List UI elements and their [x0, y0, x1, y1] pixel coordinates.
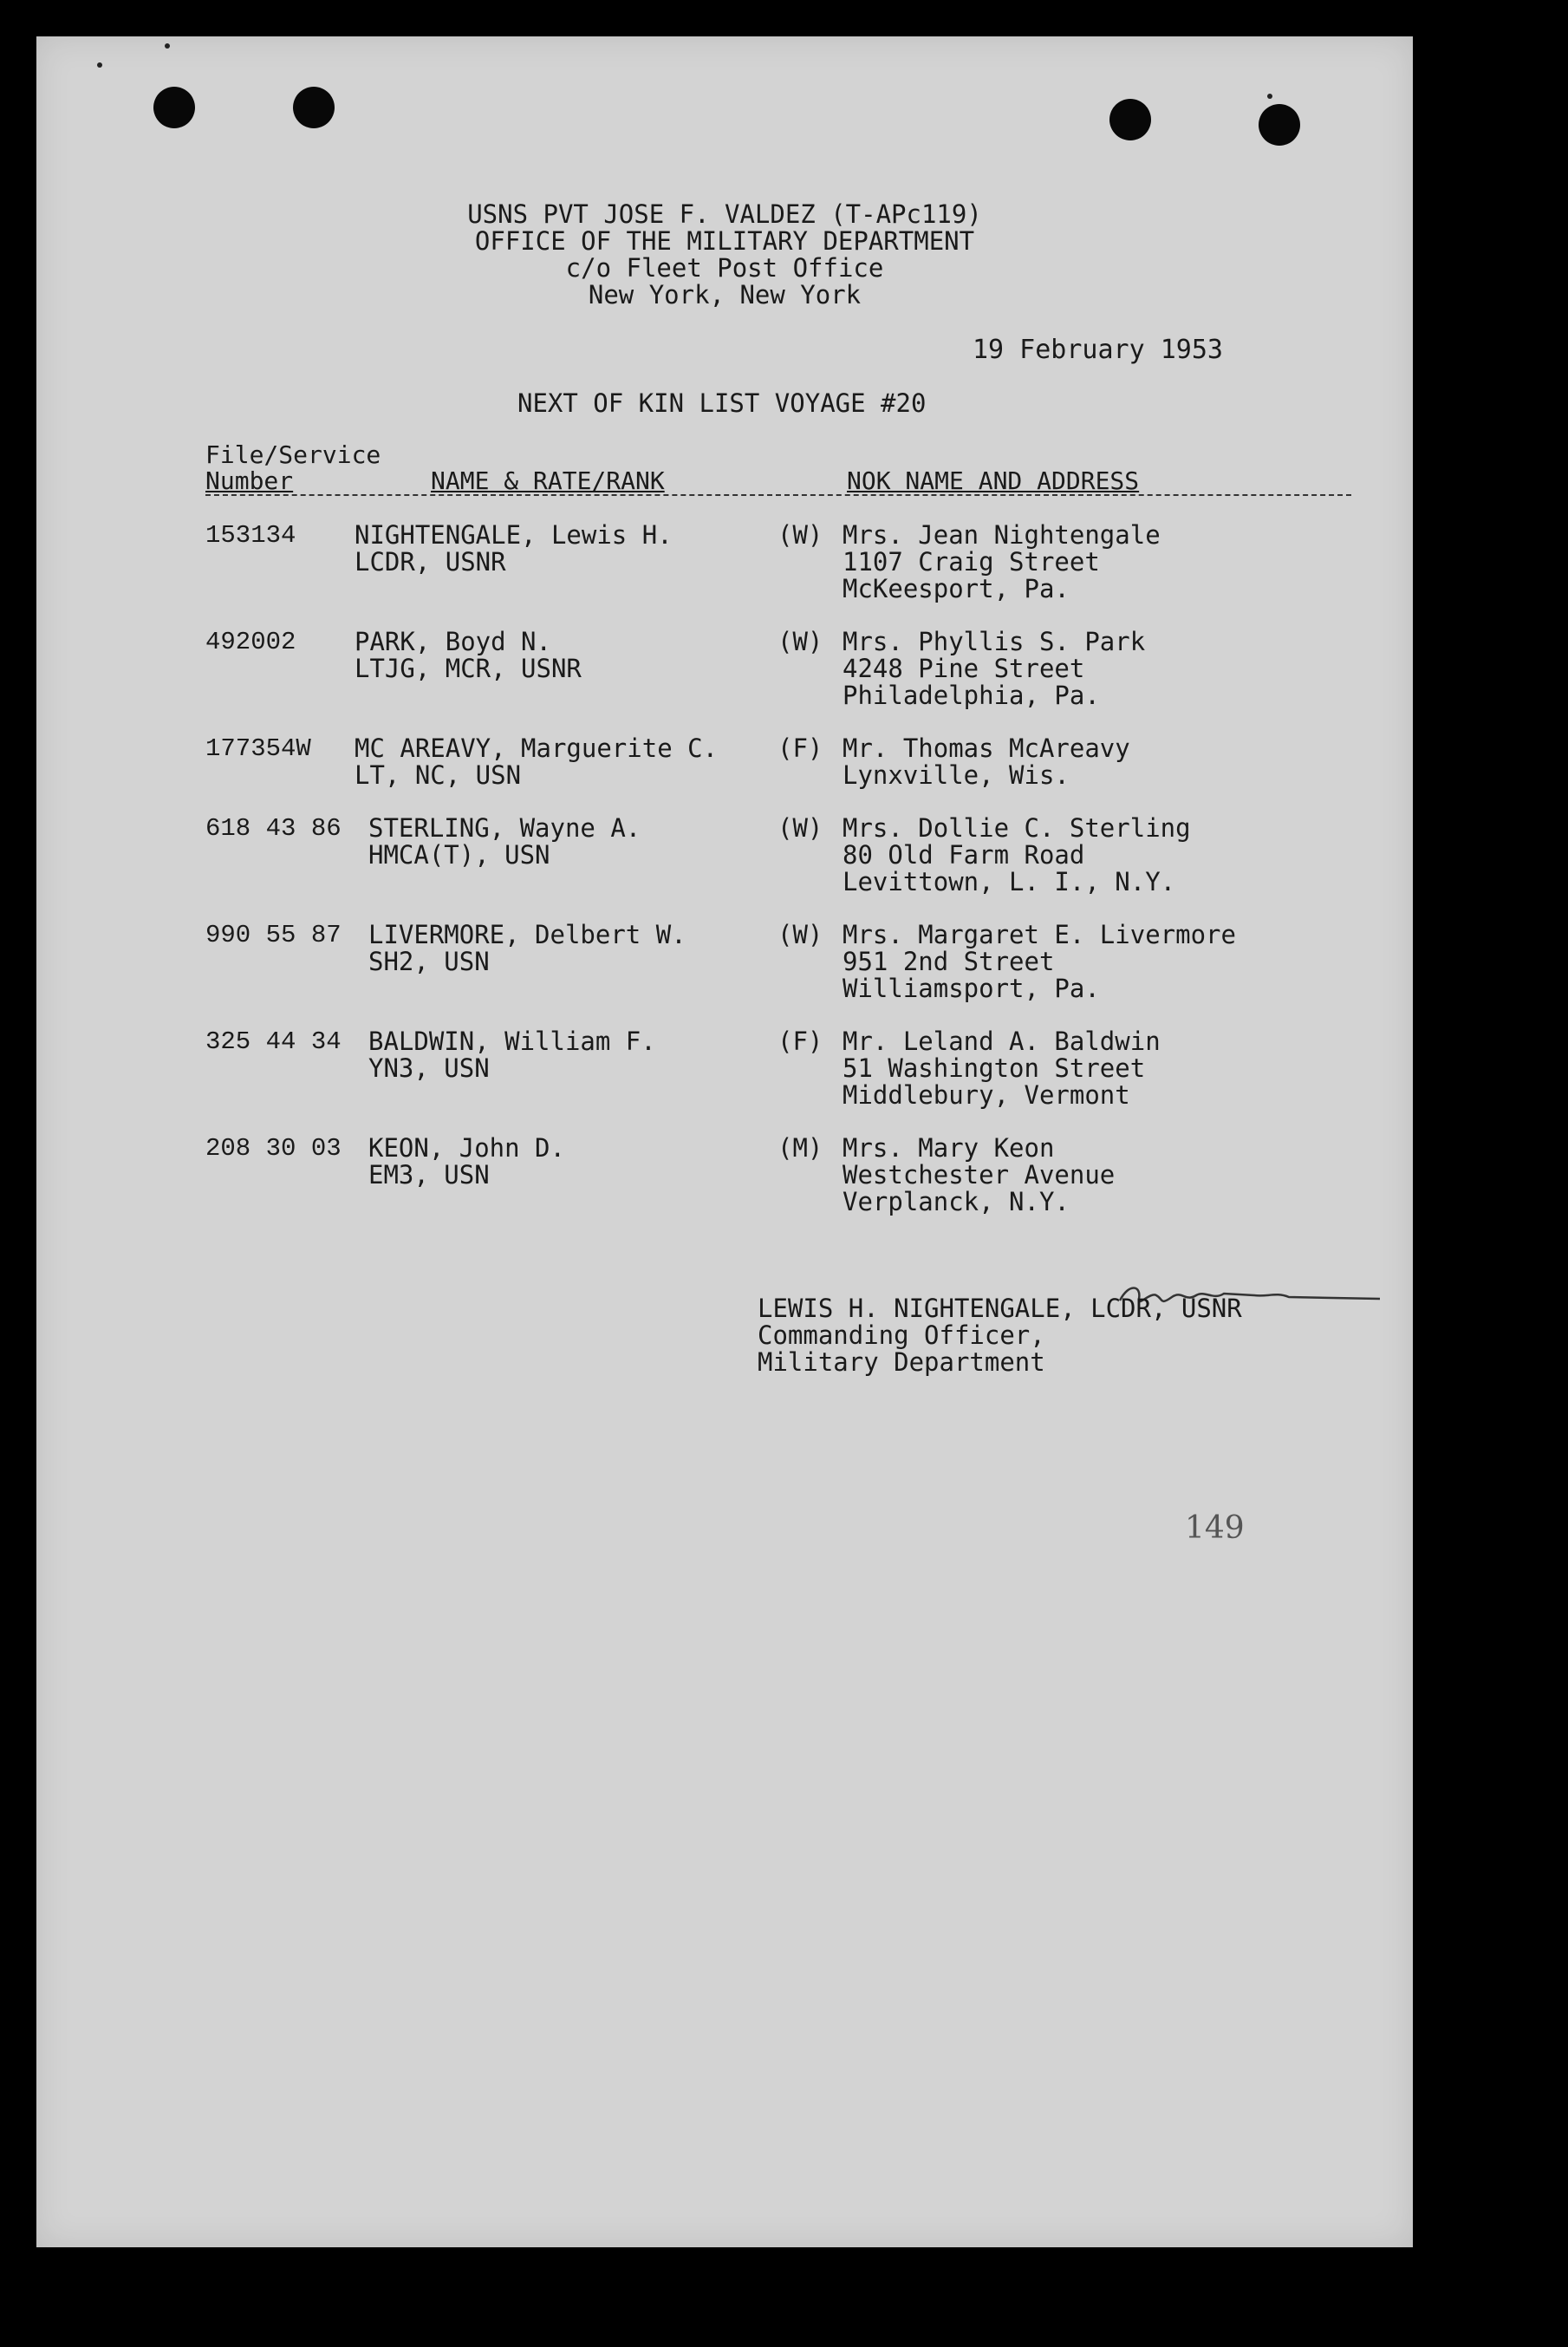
- nok-line: Mrs. Jean Nightengale: [843, 520, 1161, 550]
- member-name: PARK, Boyd N.: [355, 627, 551, 656]
- service-number: 177354W: [205, 734, 311, 763]
- header-rule: [205, 494, 1351, 496]
- nok-address: [843, 1028, 1161, 1109]
- relation-code: (W): [777, 920, 823, 949]
- nok-address: [843, 922, 1236, 1002]
- header-nok: NOK NAME AND ADDRESS: [847, 466, 1140, 495]
- nok-line: 1107 Craig Street: [843, 547, 1100, 577]
- relation-code: (W): [777, 813, 823, 843]
- relation-code: (W): [777, 627, 823, 656]
- member-name: KEON, John D.: [368, 1133, 565, 1163]
- nok-line: Levittown, L. I., N.Y.: [843, 867, 1176, 896]
- nok-line: 80 Old Farm Road: [843, 840, 1085, 870]
- nok-line: Westchester Avenue: [843, 1160, 1116, 1190]
- header-name-rank: NAME & RATE/RANK: [431, 466, 665, 495]
- member-rank: EM3, USN: [368, 1160, 490, 1190]
- nok-line: Mrs. Margaret E. Livermore: [843, 920, 1236, 949]
- nok-address: [843, 629, 1145, 709]
- member-rank: HMCA(T), USN: [368, 840, 550, 870]
- service-number: 153134: [205, 521, 296, 550]
- nok-address: [843, 815, 1191, 896]
- member-name: LIVERMORE, Delbert W.: [368, 920, 686, 949]
- letterhead-line: New York, New York: [588, 280, 862, 310]
- list-item: [205, 922, 1350, 1008]
- nok-line: Mrs. Mary Keon: [843, 1133, 1055, 1163]
- nok-line: Williamsport, Pa.: [843, 974, 1100, 1003]
- nok-line: Middlebury, Vermont: [843, 1080, 1130, 1110]
- document-page: [36, 36, 1413, 2247]
- signer-department: Military Department: [758, 1347, 1045, 1377]
- punch-hole: [1259, 104, 1300, 146]
- member-rank: LCDR, USNR: [355, 547, 506, 577]
- member-rank: LT, NC, USN: [355, 760, 522, 790]
- nok-line: Mr. Leland A. Baldwin: [843, 1027, 1161, 1056]
- punch-hole: [293, 87, 335, 128]
- service-number: 325 44 34: [205, 1027, 342, 1056]
- speck: [97, 62, 102, 68]
- signature-block: [758, 1295, 1242, 1376]
- letterhead-line: USNS PVT JOSE F. VALDEZ (T-APc119): [467, 199, 982, 229]
- member-name: MC AREAVY, Marguerite C.: [355, 733, 719, 763]
- speck: [1267, 94, 1272, 99]
- signer-title: Commanding Officer,: [758, 1320, 1045, 1350]
- letterhead: [36, 201, 1413, 309]
- nok-address: [843, 522, 1161, 603]
- header-file-service: File/Service: [205, 440, 381, 469]
- list-item: [205, 522, 1350, 609]
- nok-line: 951 2nd Street: [843, 947, 1055, 976]
- column-headers: [205, 442, 1351, 498]
- service-number: 618 43 86: [205, 814, 342, 843]
- nok-line: Mr. Thomas McAreavy: [843, 733, 1130, 763]
- letterhead-line: OFFICE OF THE MILITARY DEPARTMENT: [474, 226, 975, 256]
- service-number: 492002: [205, 628, 296, 656]
- punch-hole: [153, 87, 195, 128]
- nok-line: Philadelphia, Pa.: [843, 681, 1100, 710]
- signer-name: LEWIS H. NIGHTENGALE, LCDR, USNR: [758, 1294, 1242, 1323]
- header-number: Number: [205, 466, 294, 495]
- member-rank: YN3, USN: [368, 1053, 490, 1083]
- service-number: 990 55 87: [205, 921, 342, 949]
- relation-code: (M): [777, 1133, 823, 1163]
- nok-address: [843, 1135, 1115, 1216]
- speck: [165, 43, 170, 49]
- nok-line: McKeesport, Pa.: [843, 574, 1070, 603]
- document-date: 19 February 1953: [973, 335, 1223, 365]
- nok-line: Mrs. Dollie C. Sterling: [843, 813, 1191, 843]
- list-item: [205, 1135, 1350, 1222]
- nok-line: Lynxville, Wis.: [843, 760, 1070, 790]
- list-item: [205, 1028, 1350, 1115]
- nok-line: 4248 Pine Street: [843, 654, 1085, 683]
- nok-address: [843, 735, 1130, 789]
- relation-code: (W): [777, 520, 823, 550]
- member-name: STERLING, Wayne A.: [368, 813, 641, 843]
- member-name: NIGHTENGALE, Lewis H.: [355, 520, 673, 550]
- member-rank: LTJG, MCR, USNR: [355, 654, 582, 683]
- service-number: 208 30 03: [205, 1134, 342, 1163]
- punch-hole: [1109, 99, 1151, 140]
- nok-line: Mrs. Phyllis S. Park: [843, 627, 1146, 656]
- document-title: NEXT OF KIN LIST VOYAGE #20: [517, 388, 927, 418]
- member-name: BALDWIN, William F.: [368, 1027, 656, 1056]
- list-item: [205, 815, 1350, 902]
- nok-line: 51 Washington Street: [843, 1053, 1146, 1083]
- relation-code: (F): [777, 1027, 823, 1056]
- relation-code: (F): [777, 733, 823, 763]
- page-number: 149: [1185, 1510, 1245, 1546]
- nok-line: Verplanck, N.Y.: [843, 1187, 1070, 1216]
- letterhead-line: c/o Fleet Post Office: [565, 253, 884, 283]
- member-rank: SH2, USN: [368, 947, 490, 976]
- list-item: [205, 735, 1350, 822]
- list-item: [205, 629, 1350, 715]
